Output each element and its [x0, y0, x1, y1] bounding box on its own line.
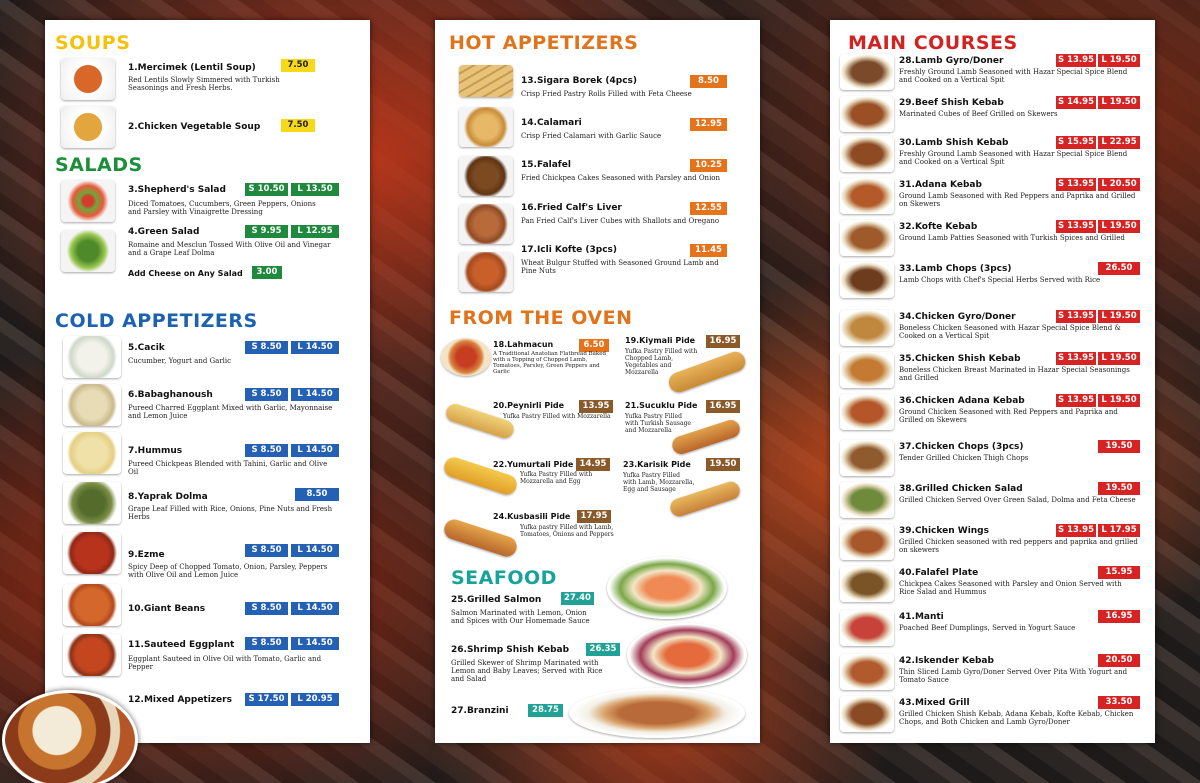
item-price: 8.50 [690, 75, 727, 88]
main-course-photo [840, 352, 894, 388]
item-desc: A Traditional Anatolian Flatbread Baked with a Topping of Chopped Lamb, Tomatoes, Parsley, Green Peppers and Garlic [493, 351, 607, 375]
menu-panel-middle [435, 20, 760, 743]
item-price: 7.50 [281, 119, 315, 132]
item-name: 17.Icli Kofte (3pcs) [521, 245, 618, 255]
item-name: 38.Grilled Chicken Salad [899, 484, 1023, 494]
item-price-large: L 19.50 [1098, 394, 1140, 407]
main-course-photo [840, 566, 894, 602]
item-desc: Wheat Bulgur Stuffed with Seasoned Ground Lamb and Pine Nuts [521, 259, 719, 275]
item-name: 21.Sucuklu Pide [625, 401, 698, 410]
item-desc: Lamb Chops with Chef's Special Herbs Served with Rice [899, 276, 1101, 284]
item-price: 15.95 [1098, 566, 1140, 579]
item-price-small: S 13.95 [1056, 352, 1096, 365]
item-name: 1.Mercimek (Lentil Soup) [128, 63, 256, 73]
main-course-photo [840, 262, 894, 298]
main-course-photo [840, 136, 894, 172]
item-price: 17.95 [577, 510, 611, 523]
item-desc: Grilled Skewer of Shrimp Marinated with Lemon and Baby Leaves; Served with Rice and Salad [451, 659, 603, 683]
item-price-large: L 14.50 [291, 388, 339, 401]
item-name: 12.Mixed Appetizers [128, 695, 232, 705]
item-name: 37.Chicken Chops (3pcs) [899, 442, 1024, 452]
item-name: 35.Chicken Shish Kebab [899, 354, 1021, 364]
falafel-photo [459, 156, 513, 196]
item-price-large: L 22.95 [1098, 136, 1140, 149]
item-desc: Boneless Chicken Breast Marinated in Hazar Special Seasonings and Grilled [899, 366, 1130, 382]
item-price-small: S 8.50 [245, 388, 288, 401]
lahmacun-photo [441, 338, 491, 376]
main-courses-title: MAIN COURSES [848, 32, 1018, 54]
item-name: 4.Green Salad [128, 227, 200, 237]
item-name: 34.Chicken Gyro/Doner [899, 312, 1016, 322]
item-price-small: S 13.95 [1056, 178, 1096, 191]
branzini-photo [569, 688, 745, 738]
hot-appetizers-title: HOT APPETIZERS [449, 32, 639, 54]
item-desc: Diced Tomatoes, Cucumbers, Green Peppers, Onions and Parsley with Vinaigrette Dressing [128, 200, 316, 216]
soup-lentil-photo [61, 58, 115, 100]
item-desc: Ground Lamb Seasoned with Red Peppers and Paprika and Grilled on Skewers [899, 192, 1136, 208]
item-desc: Chickpea Cakes Seasoned with Parsley and Onion Served with Rice Salad and Hummus [899, 580, 1122, 596]
soup-chicken-photo [61, 106, 115, 148]
item-price: 26.50 [1098, 262, 1140, 275]
item-name: 24.Kusbasili Pide [493, 512, 571, 521]
item-desc: Yufka Pastry Filled with Mozzarella and Egg [520, 471, 593, 485]
item-price: 20.50 [1098, 654, 1140, 667]
item-name: 5.Cacik [128, 343, 165, 353]
item-price: 16.95 [1098, 610, 1140, 623]
item-desc: Crisp Fried Pastry Rolls Filled with Feta Cheese [521, 90, 692, 98]
item-desc: Grilled Chicken Shish Kebab, Adana Kebab, Kofte Kebab, Chicken Chops, and Both Chicken and Lamb Gyro/Doner [899, 710, 1134, 726]
item-desc: Yufka Pastry Filled with Mozzarella [503, 413, 611, 420]
item-name: 7.Hummus [128, 446, 183, 456]
item-name: 32.Kofte Kebab [899, 222, 978, 232]
item-name: 30.Lamb Shish Kebab [899, 138, 1009, 148]
item-price-large: L 19.50 [1098, 220, 1140, 233]
item-name: 29.Beef Shish Kebab [899, 98, 1004, 108]
item-name: 39.Chicken Wings [899, 526, 989, 536]
item-price-large: L 12.95 [291, 225, 339, 238]
item-name: 13.Sigara Borek (4pcs) [521, 76, 637, 86]
main-course-photo [840, 696, 894, 732]
item-desc: Pureed Charred Eggplant Mixed with Garlic, Mayonnaise and Lemon Juice [128, 404, 333, 420]
main-course-photo [840, 310, 894, 346]
item-price: 11.45 [690, 244, 727, 257]
item-desc: Freshly Ground Lamb Seasoned with Hazar Special Spice Blend and Cooked on a Vertical Spit [899, 68, 1128, 84]
addon-price: 3.00 [252, 266, 282, 279]
item-desc: Poached Beef Dumplings, Served in Yogurt Sauce [899, 624, 1076, 632]
main-course-photo [840, 54, 894, 90]
item-desc: Cucumber, Yogurt and Garlic [128, 357, 232, 365]
item-name: 3.Shepherd's Salad [128, 185, 226, 195]
item-price: 13.95 [579, 400, 613, 413]
item-desc: Salmon Marinated with Lemon, Onion and Spices with Our Homemade Sauce [451, 609, 590, 625]
item-desc: Romaine and Mesclun Tossed With Olive Oil and Vinegar and a Grape Leaf Dolma [128, 241, 331, 257]
item-price-small: S 13.95 [1056, 310, 1096, 323]
item-price-small: S 17.50 [245, 693, 288, 706]
item-desc: Eggplant Sauteed in Olive Oil with Tomato, Garlic and Pepper [128, 655, 322, 671]
sigara-borek-photo [459, 65, 513, 97]
item-price-small: S 13.95 [1056, 220, 1096, 233]
soups-title: SOUPS [55, 32, 131, 54]
item-desc: Boneless Chicken Seasoned with Hazar Special Spice Blend & Cooked on a Vertical Spit [899, 324, 1121, 340]
item-name: 36.Chicken Adana Kebab [899, 396, 1025, 406]
hummus-photo [63, 432, 121, 474]
addon-label: Add Cheese on Any Salad [128, 269, 243, 278]
item-price-small: S 15.95 [1056, 136, 1096, 149]
item-price-small: S 13.95 [1056, 54, 1096, 67]
item-name: 23.Karisik Pide [623, 460, 691, 469]
item-price-small: S 9.95 [245, 225, 288, 238]
kusbasili-pide-photo [442, 517, 520, 559]
item-price-small: S 14.95 [1056, 96, 1096, 109]
item-price-large: L 20.50 [1098, 178, 1140, 191]
item-desc: Ground Chicken Seasoned with Red Peppers and Paprika and Grilled on Skewers [899, 408, 1118, 424]
main-course-photo [840, 610, 894, 646]
item-price-small: S 10.50 [245, 183, 288, 196]
calamari-photo [459, 107, 513, 147]
item-desc: Red Lentils Slowly Simmered with Turkish Seasonings and Fresh Herbs. [128, 76, 280, 92]
item-price-large: L 13.50 [291, 183, 339, 196]
item-price: 16.95 [706, 335, 740, 348]
item-price-large: L 20.95 [291, 693, 339, 706]
item-name: 31.Adana Kebab [899, 180, 982, 190]
green-salad-photo [61, 230, 115, 272]
item-price: 6.50 [579, 339, 609, 352]
item-name: 25.Grilled Salmon [451, 595, 542, 605]
grilled-salmon-photo [607, 557, 727, 619]
main-course-photo [840, 178, 894, 214]
item-desc: Marinated Cubes of Beef Grilled on Skewers [899, 110, 1058, 118]
item-price-small: S 8.50 [245, 637, 288, 650]
item-price-small: S 13.95 [1056, 524, 1096, 537]
item-price: 28.75 [528, 704, 563, 717]
sauteed-eggplant-photo [63, 634, 121, 676]
item-price: 12.95 [690, 118, 727, 131]
item-desc: Thin Sliced Lamb Gyro/Doner Served Over Pita With Yogurt and Tomato Sauce [899, 668, 1128, 684]
item-price-large: L 17.95 [1098, 524, 1140, 537]
item-price-large: L 19.50 [1098, 352, 1140, 365]
item-desc: Grilled Chicken seasoned with red peppers and paprika and grilled on skewers [899, 538, 1138, 554]
calfs-liver-photo [459, 204, 513, 244]
item-desc: Ground Lamb Patties Seasoned with Turkish Spices and Grilled [899, 234, 1125, 242]
mixed-appetizers-photo [2, 690, 138, 783]
item-price: 14.95 [576, 458, 610, 471]
item-desc: Yufka Pastry Filled with Chopped Lamb, Vegetables and Mozzarella [625, 348, 698, 376]
item-name: 15.Falafel [521, 160, 571, 170]
item-name: 6.Babaghanoush [128, 390, 213, 400]
item-desc: Yufka pastry Filled with Lamb, Tomatoes, Onions and Peppers [520, 524, 614, 538]
item-price-small: S 8.50 [245, 544, 288, 557]
item-price: 10.25 [690, 159, 727, 172]
item-name: 20.Peynirli Pide [493, 401, 565, 410]
main-course-photo [840, 96, 894, 132]
item-price: 16.95 [706, 400, 740, 413]
menu-panel-left [45, 20, 370, 743]
item-name: 41.Manti [899, 612, 944, 622]
icli-kofte-photo [459, 252, 513, 292]
seafood-title: SEAFOOD [451, 567, 557, 589]
item-price-small: S 8.50 [245, 341, 288, 354]
item-desc: Grape Leaf Filled with Rice, Onions, Pine Nuts and Fresh Herbs [128, 505, 333, 521]
giant-beans-photo [63, 584, 121, 626]
item-price: 12.55 [690, 202, 727, 215]
item-name: 28.Lamb Gyro/Doner [899, 56, 1004, 66]
item-price-large: L 14.50 [291, 602, 339, 615]
item-desc: Yufka Pastry Filled with Lamb, Mozzarella, Egg and Sausage [623, 472, 695, 493]
ezme-photo [63, 532, 121, 574]
item-price: 27.40 [561, 592, 594, 605]
item-desc: Pan Fried Calf's Liver Cubes with Shallots and Oregano [521, 217, 720, 225]
item-name: 14.Calamari [521, 118, 582, 128]
item-name: 9.Ezme [128, 550, 165, 560]
main-course-photo [840, 524, 894, 560]
item-desc: Grilled Chicken Served Over Green Salad, Dolma and Feta Cheese [899, 496, 1136, 504]
item-price-large: L 19.50 [1098, 54, 1140, 67]
item-price-large: L 14.50 [291, 444, 339, 457]
item-price: 26.35 [586, 643, 620, 656]
item-name: 19.Kiymali Pide [625, 336, 696, 345]
item-name: 18.Lahmacun [493, 340, 554, 349]
yaprak-dolma-photo [63, 482, 121, 524]
item-price: 19.50 [706, 458, 740, 471]
item-desc: Pureed Chickpeas Blended with Tahini, Garlic and Olive Oil [128, 460, 328, 476]
menu-panel-right [830, 20, 1155, 743]
item-price: 19.50 [1098, 440, 1140, 453]
item-name: 11.Sauteed Eggplant [128, 640, 235, 650]
item-desc: Spicy Deep of Chopped Tomato, Onion, Parsley, Peppers with Olive Oil and Lemon Juice [128, 563, 328, 579]
item-name: 40.Falafel Plate [899, 568, 979, 578]
item-name: 43.Mixed Grill [899, 698, 970, 708]
item-name: 42.Iskender Kebab [899, 656, 994, 666]
main-course-photo [840, 394, 894, 430]
item-price: 19.50 [1098, 482, 1140, 495]
cacik-photo [63, 336, 121, 378]
main-course-photo [840, 482, 894, 518]
from-the-oven-title: FROM THE OVEN [449, 307, 633, 329]
main-course-photo [840, 440, 894, 476]
main-course-photo [840, 654, 894, 690]
item-name: 22.Yumurtali Pide [493, 460, 574, 469]
item-desc: Fried Chickpea Cakes Seasoned with Parsley and Onion [521, 174, 721, 182]
shepherds-salad-photo [61, 180, 115, 222]
cold-appetizers-title: COLD APPETIZERS [55, 310, 258, 332]
item-price: 33.50 [1098, 696, 1140, 709]
item-name: 8.Yaprak Dolma [128, 492, 208, 502]
babaghanoush-photo [63, 384, 121, 426]
item-price-small: S 8.50 [245, 444, 288, 457]
item-desc: Tender Grilled Chicken Thigh Chops [899, 454, 1029, 462]
item-price: 7.50 [281, 59, 315, 72]
salads-title: SALADS [55, 154, 143, 176]
item-name: 2.Chicken Vegetable Soup [128, 122, 261, 132]
item-price-large: L 14.50 [291, 341, 339, 354]
item-price-large: L 14.50 [291, 637, 339, 650]
shrimp-kebab-photo [627, 623, 747, 687]
item-price-large: L 14.50 [291, 544, 339, 557]
item-name: 10.Giant Beans [128, 604, 206, 614]
item-desc: Freshly Ground Lamb Seasoned with Hazar Special Spice Blend and Cooked on a Vertical Spit [899, 150, 1128, 166]
item-desc: Yufka Pastry Filled with Turkish Sausage and Mozzarella [625, 413, 691, 434]
item-name: 16.Fried Calf's Liver [521, 203, 622, 213]
main-course-photo [840, 220, 894, 256]
item-name: 26.Shrimp Shish Kebab [451, 645, 570, 655]
item-price-small: S 13.95 [1056, 394, 1096, 407]
item-price-large: L 19.50 [1098, 310, 1140, 323]
item-desc: Crisp Fried Calamari with Garlic Sauce [521, 132, 662, 140]
item-price-large: L 19.50 [1098, 96, 1140, 109]
item-price: 8.50 [295, 488, 339, 501]
item-price-small: S 8.50 [245, 602, 288, 615]
item-name: 33.Lamb Chops (3pcs) [899, 264, 1012, 274]
item-name: 27.Branzini [451, 706, 509, 716]
